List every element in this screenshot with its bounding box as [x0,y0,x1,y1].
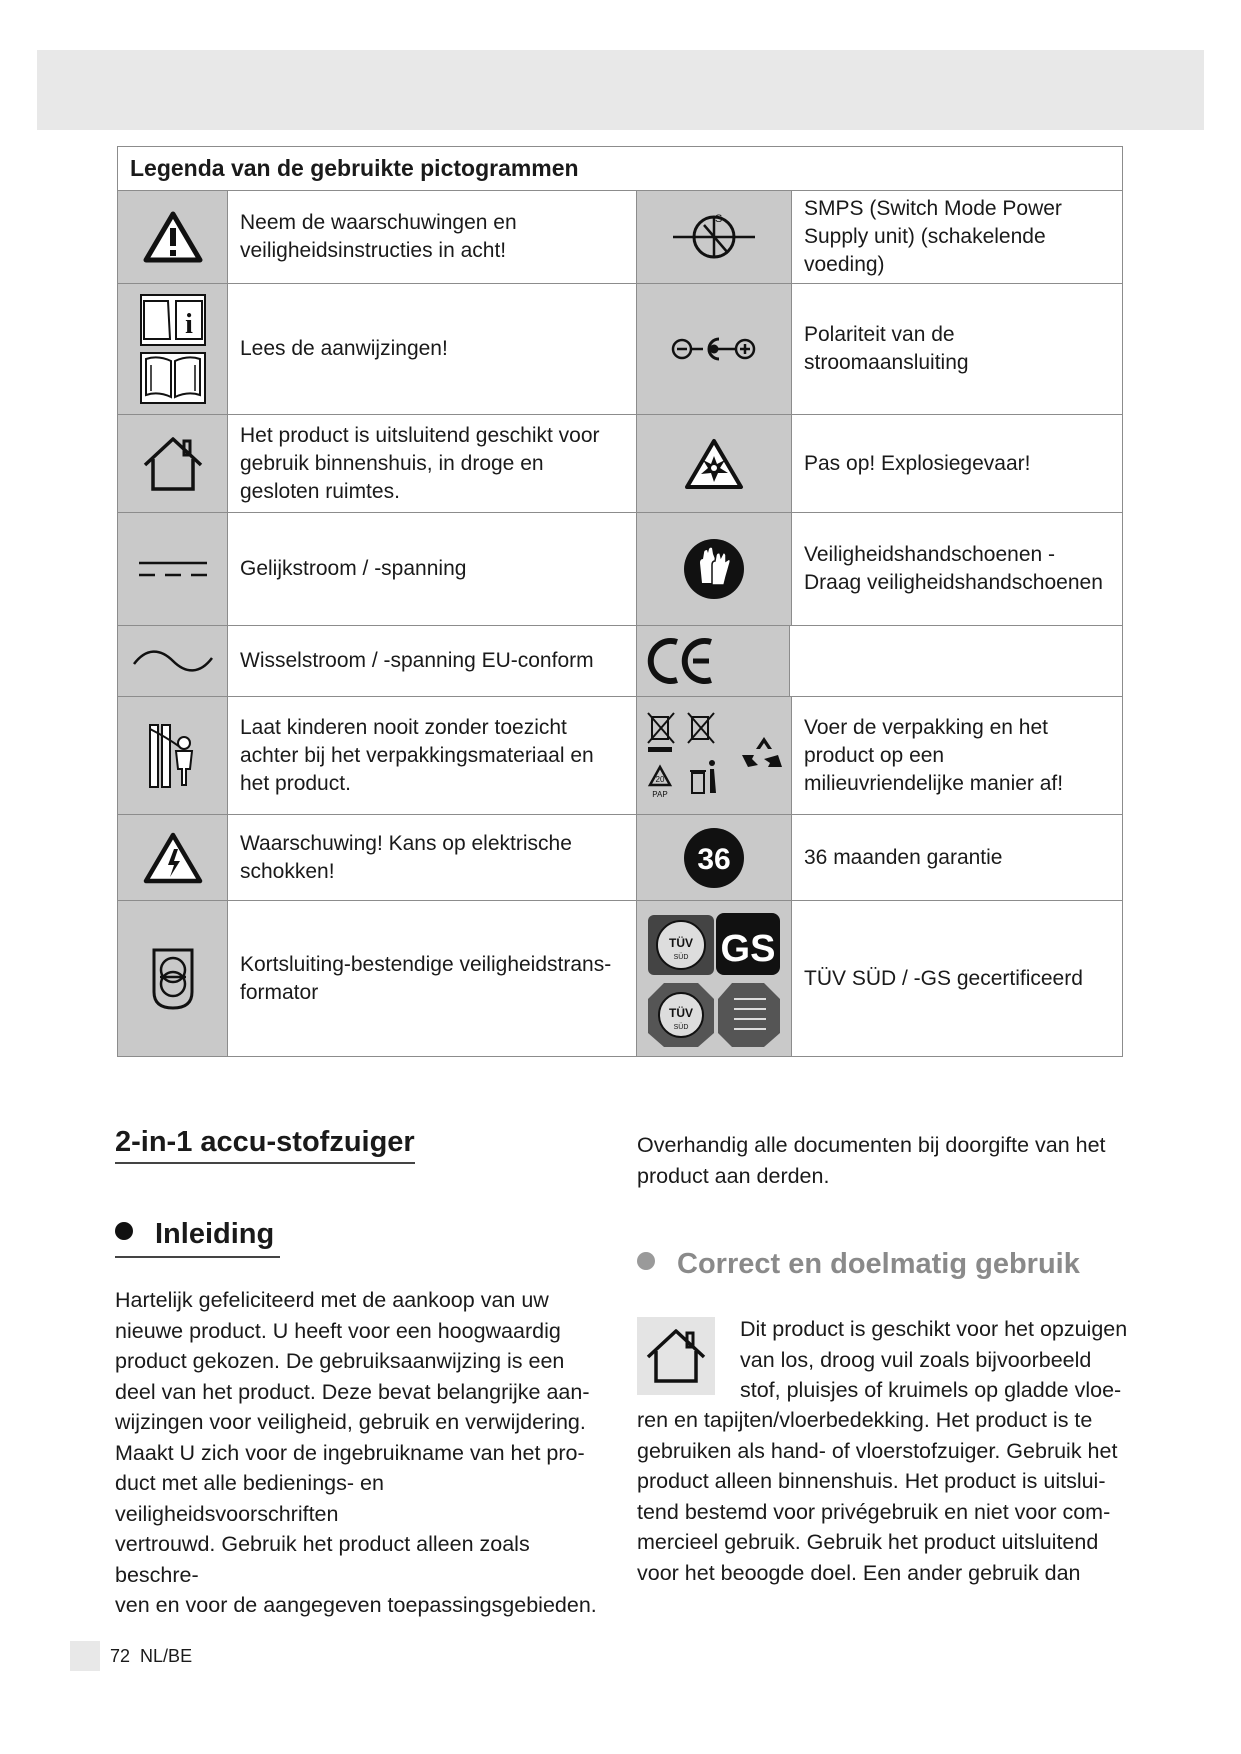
info-letter: i [184,309,193,340]
legend-text: Voer de verpakking en het product op een milieuvriendelijke manier af! [804,715,1064,795]
handover-paragraph [637,1130,1127,1191]
text-line: Overhandig alle documenten bij doorgifte van het [637,1133,1106,1157]
text-line: voor het beoogde doel. Een ander gebruik dan [637,1560,1081,1585]
legend-text: 36 maanden garantie [804,845,1003,869]
intro-heading-text: Inleiding [155,1218,275,1250]
legend-text: Kortsluiting-bestendige veiligheidstrans-formator [240,952,612,1004]
legend-text: Wisselstroom / -spanning EU-conform [240,649,594,672]
text-line: duct met alle bedienings- en veiligheidsvoorschriften [115,1471,384,1526]
text-line: Dit product is geschikt voor het opzuigen [740,1317,1128,1341]
ce-mark-icon [636,626,790,696]
legend-row [118,284,1122,415]
tuv-sub-label: SÜD [673,953,689,961]
legend-row [118,901,1122,1056]
text-line: stof, pluisjes of kruimels op gladde vloe- [740,1378,1122,1402]
divider [115,1256,280,1258]
indoor-house-icon [118,415,228,512]
text-line: deel van het product. Deze bevat belangrijke aan- [115,1379,590,1404]
text-line: Hartelijk gefeliciteerd met de aankoop van uw [115,1288,549,1312]
legend-title: Legenda van de gebruikte pictogrammen [118,147,1122,191]
legend-row [118,415,1122,513]
legend-row [118,815,1122,901]
legend-text: Neem de waarschuwingen en veiligheidsinstructies in acht! [240,211,517,262]
text-line: product alleen binnenshuis. Het product is uitslui- [637,1469,1106,1493]
tuv-label-2: TÜV [669,1005,693,1020]
legend-text: Veiligheidshandschoenen - Draag veiligheidshandschoenen [804,543,1103,594]
child-supervision-icon [118,697,228,814]
explosion-warning-icon [636,415,792,512]
bullet-icon [637,1252,655,1270]
text-line: van los, droog vuil zoals bijvoorbeeld [740,1347,1092,1372]
bullet-icon [115,1222,133,1240]
pap-label: PAP [652,789,668,799]
legend-text: Lees de aanwijzingen! [240,337,448,360]
product-title: 2-in-1 accu-stofzuiger [115,1126,415,1164]
safety-gloves-icon [636,513,792,625]
legend-table [117,146,1123,1057]
legend-row [118,626,1122,697]
intro-paragraph [115,1285,605,1621]
smps-letter: S [715,213,723,225]
pap-number: 20 [655,774,665,784]
legend-text: Waarschuwing! Kans op elektrische schokken! [240,831,572,883]
page-number: 72 [110,1645,131,1666]
intended-use-heading [637,1248,1080,1281]
text-line: gebruiken als hand- of vloerstofzuiger. Gebruik het [637,1438,1118,1463]
gs-label: GS [720,927,776,970]
legend-text: SMPS (Switch Mode Power Supply unit) (schakelende voeding) [804,197,1062,276]
legend-text: Gelijkstroom / -spanning [240,557,467,580]
legend-text: Polariteit van de stroomaansluiting [804,323,969,374]
text-line: product gekozen. De gebruiksaanwijzing is een [115,1349,565,1373]
text-line: mercieel gebruik. Gebruik het product uitsluitend [637,1530,1099,1554]
safety-transformer-icon [118,901,228,1056]
alternating-current-icon [118,626,228,696]
legend-text: TÜV SÜD / -GS gecertificeerd [804,966,1083,990]
intro-heading [115,1218,565,1251]
direct-current-icon [118,513,228,625]
header-band [37,50,1204,130]
warranty-36-icon [636,815,792,900]
electric-shock-icon [118,815,228,900]
page-footer [70,1641,192,1671]
recycling-icons [636,697,792,814]
text-line: ven en voor de aangegeven toepassingsgebieden. [115,1593,597,1617]
language-code: NL/BE [140,1645,193,1666]
text-line: nieuwe product. U heeft voor een hoogwaardig [115,1318,561,1343]
legend-row [118,513,1122,626]
legend-row [118,191,1122,284]
smps-icon [636,191,792,283]
legend-text: Laat kinderen nooit zonder toezicht achter bij het verpakkingsmateriaal en het product. [240,715,594,795]
intended-use-heading-text: Correct en doelmatig gebruik [677,1248,1080,1280]
tuv-label: TÜV [669,935,693,950]
text-line: vertrouwd. Gebruik het product alleen zoals beschre- [115,1532,530,1587]
indoor-use-icon [637,1317,715,1395]
text-line: Maakt U zich voor de ingebruikname van het pro- [115,1440,585,1465]
polarity-icon [636,284,792,414]
footer-marker [70,1641,100,1671]
warning-triangle-icon [118,191,228,283]
legend-row [118,697,1122,815]
text-line: tend bestemd voor privégebruik en niet voor com- [637,1499,1111,1524]
intended-use-paragraph [637,1405,1127,1588]
tuv-sub-label-2: SÜD [673,1023,689,1031]
legend-text [790,626,1119,696]
tuv-gs-icons [636,901,792,1056]
text-line: product aan derden. [637,1163,830,1188]
text-line: wijzingen voor veiligheid, gebruik en verwijdering. [115,1410,586,1434]
legend-text: Pas op! Explosiegevaar! [804,451,1031,475]
intended-use-intro [740,1314,1130,1406]
read-manual-icon [118,284,228,414]
warranty-number: 36 [697,842,731,876]
text-line: ren en tapijten/vloerbedekking. Het product is te [637,1408,1093,1432]
legend-text: Het product is uitsluitend geschikt voor gebruik binnenshuis, in droge en gesloten ruimtes. [240,423,600,503]
